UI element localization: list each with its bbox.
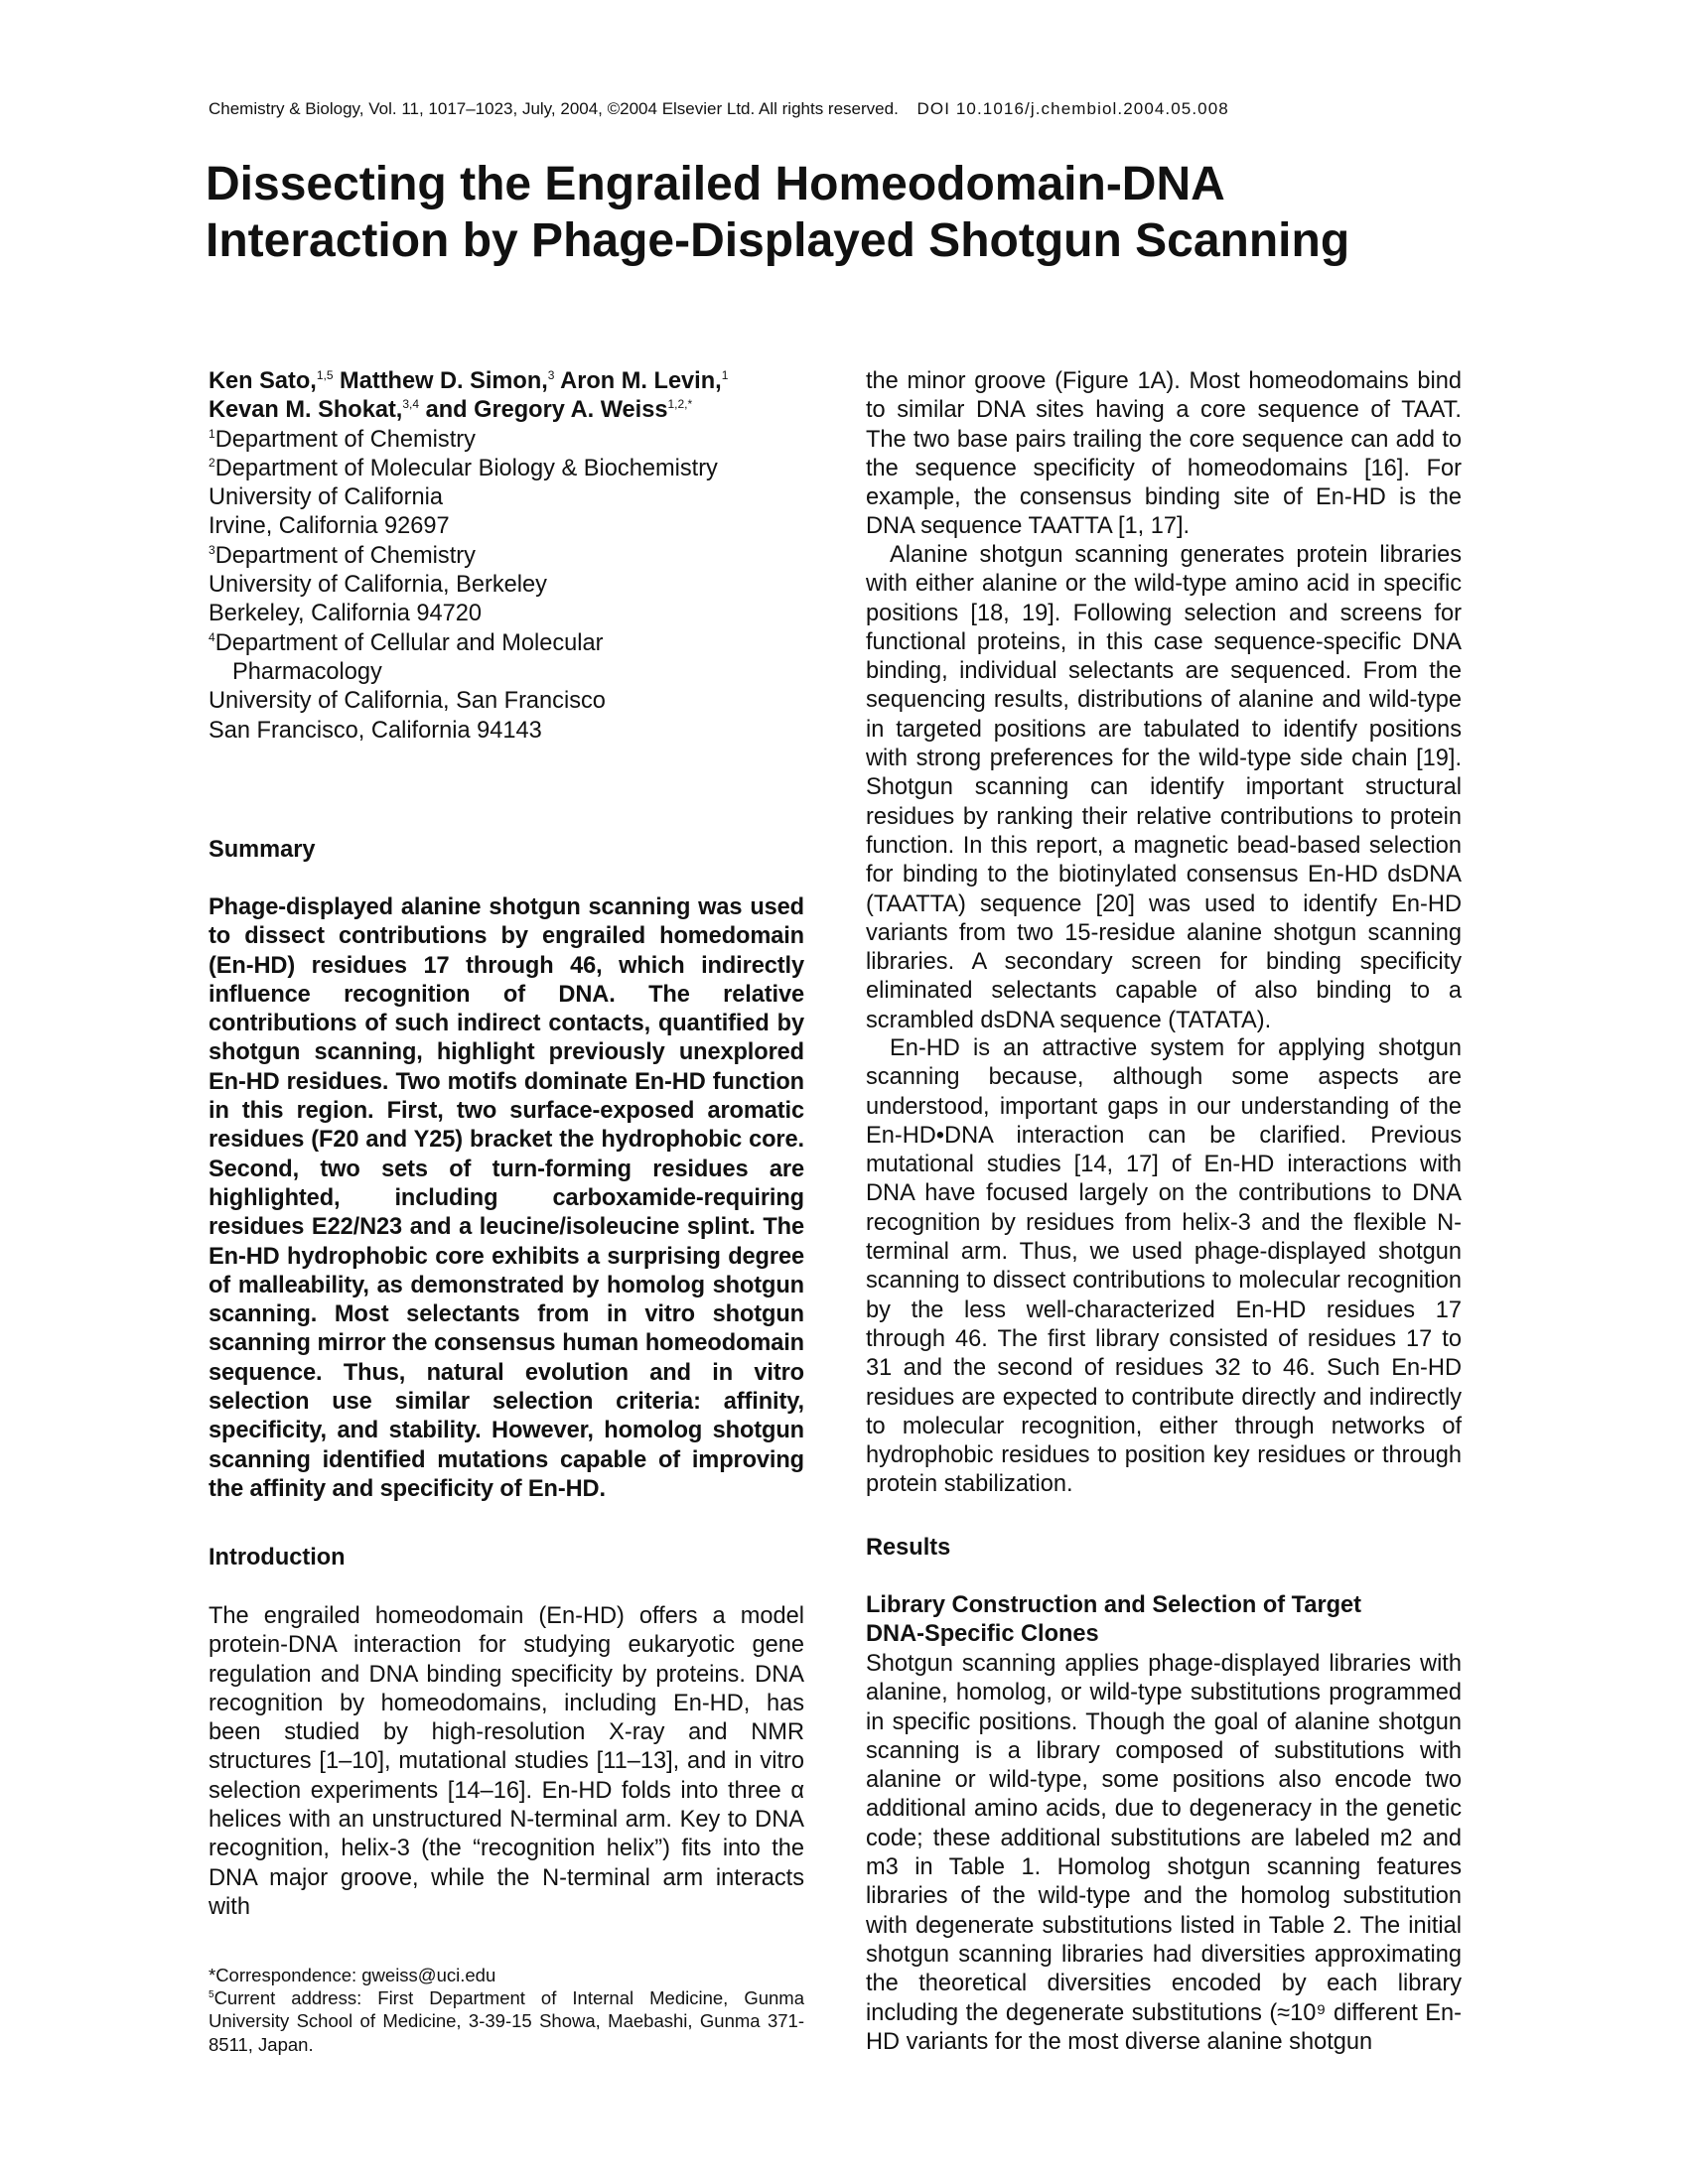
affiliation-line	[209, 629, 844, 658]
author-list	[209, 367, 844, 426]
results-paragraph: Shotgun scanning applies phage-displayed libraries with alanine, homolog, or wild-type substitutions programmed in specific positions. Though the goal of alanine shotgun scanning is a library composed of substitutions with alanine or wild-type, some positions also encode two additional amino acids, due to degeneracy in the genetic code; these additional substitutions are labeled m2 and m3 in Table 1. Homolog shotgun scanning features libraries of the wild-type and the homolog substitution with degenerate substitutions listed in Table 2. The initial shotgun scanning libraries had diversities approximating the theoretical diversities encoded by each library including the degenerate substitutions (≈10⁹ different En-HD variants for the most diverse alanine shotgun	[866, 1651, 1462, 2055]
author-affiliation-block	[209, 367, 844, 746]
affiliation-superscript: 4	[209, 629, 215, 644]
affiliation-text: Department of Molecular Biology & Biochemistry	[214, 455, 718, 481]
footnotes	[209, 1964, 804, 2056]
affiliation-superscript: 2	[209, 456, 215, 471]
summary-heading: Summary	[209, 837, 316, 863]
article-title	[206, 156, 1496, 269]
affiliation-line: Irvine, California 92697	[209, 513, 450, 540]
right-column-paragraph-3: En-HD is an attractive system for applying shotgun scanning because, although some aspects are understood, important gaps in our understanding of the En-HD•DNA interaction can be clarified. Previous mutational studies [14, 17] of En-HD interactions with DNA have focused largely on the contributions to DNA recognition by residues from helix-3 and the flexible N-terminal arm. Thus, we used phage-displayed shotgun scanning to dissect contributions to molecular recognition by the less well-characterized En-HD residues 17 through 46. The first library consisted of residues 17 to 31 and the second of residues 32 to 46. Such En-HD residues are expected to contribute directly and indirectly to molecular recognition, either through networks of hydrophobic residues to position key residues or through protein stabilization.	[866, 1035, 1462, 1498]
author-superscript: 1,5	[316, 368, 334, 383]
citation-line: Chemistry & Biology, Vol. 11, 1017–1023, July, 2004, ©2004 Elsevier Ltd. All rights reserved.	[209, 99, 899, 118]
journal-header	[209, 97, 1499, 121]
correspondence-footnote: *Correspondence: gweiss@uci.edu	[209, 1965, 496, 1985]
author-superscript: 3	[547, 368, 555, 383]
author-name: Matthew D. Simon,	[333, 368, 548, 394]
affiliation-line: Berkeley, California 94720	[209, 601, 482, 627]
affiliation-line: Pharmacology	[232, 658, 382, 685]
title-line-1: Dissecting the Engrailed Homeodomain-DNA	[206, 158, 1225, 210]
title-line-2: Interaction by Phage-Displayed Shotgun Scanning	[206, 214, 1350, 267]
affiliation-text: Department of Chemistry	[214, 542, 476, 569]
summary-abstract: Phage-displayed alanine shotgun scanning was used to dissect contributions by engrailed homedomain (En-HD) residues 17 through 46, which indirectly influence recognition of DNA. The relative contributions of such indirect contacts, quantified by shotgun scanning, highlight previously unexplored En-HD residues. Two motifs dominate En-HD function in this region. First, two surface-exposed aromatic residues (F20 and Y25) bracket the hydrophobic core. Second, two sets of turn-forming residues are highlighted, including carboxamide-requiring residues E22/N23 and a leucine/isoleucine splint. The En-HD hydrophobic core exhibits a surprising degree of malleability, as demonstrated by homolog shotgun scanning. Most selectants from in vitro shotgun scanning mirror the consensus human homeodomain sequence. Thus, natural evolution and in vitro selection use similar selection criteria: affinity, specificity, and stability. However, homolog shotgun scanning identified mutations capable of improving the affinity and specificity of En-HD.	[209, 894, 804, 1502]
affiliation-line: University of California	[209, 484, 444, 511]
affiliation-line	[209, 426, 844, 455]
affiliation-text: Department of Cellular and Molecular	[214, 629, 604, 656]
affiliation-line: University of California, San Francisco	[209, 688, 606, 715]
introduction-paragraph: The engrailed homeodomain (En-HD) offers a model protein-DNA interaction for studying eukaryotic gene regulation and DNA binding specificity by proteins. DNA recognition by homeodomains, including En-HD, has been studied by high-resolution X-ray and NMR structures [1–10], mutational studies [11–13], and in vitro selection experiments [14–16]. En-HD folds into three α helices with an unstructured N-terminal arm. Key to DNA recognition, helix-3 (the “recognition helix”) fits into the DNA major groove, while the N-terminal arm interacts with	[209, 1603, 804, 1920]
author-superscript: 1,2,*	[667, 397, 693, 412]
results-heading: Results	[866, 1535, 951, 1561]
address-footnote	[209, 1986, 804, 2056]
affiliation-superscript: 3	[209, 542, 215, 557]
affiliation-superscript: 1	[209, 426, 215, 441]
doi-text: DOI 10.1016/j.chembiol.2004.05.008	[916, 99, 1229, 118]
author-name: Aron M. Levin,	[554, 368, 722, 394]
author-name: and Gregory A. Weiss	[419, 397, 668, 424]
affiliation-text: Department of Chemistry	[214, 426, 476, 453]
affiliation-line: University of California, Berkeley	[209, 572, 547, 599]
author-superscript: 3,4	[402, 397, 420, 412]
results-subheading: Library Construction and Selection of Target DNA-Specific Clones	[866, 1592, 1362, 1648]
footnote-superscript: 5	[209, 1989, 214, 2001]
affiliation-line	[209, 455, 844, 483]
right-column-paragraph-1: the minor groove (Figure 1A). Most homeodomains bind to similar DNA sites having a core sequence of TAAT. The two base pairs trailing the core sequence can add to the sequence specificity of homeodomains [16]. For example, the consensus binding site of En-HD is the DNA sequence TAATTA [1, 17].	[866, 368, 1462, 540]
author-name: Kevan M. Shokat,	[209, 397, 403, 424]
introduction-heading: Introduction	[209, 1545, 346, 1570]
affiliation-line: San Francisco, California 94143	[209, 717, 542, 744]
footnote-text: Current address: First Department of Internal Medicine, Gunma University School of Medicine, 3-39-15 Showa, Maebashi, Gunma 371-8511, Japan.	[209, 1987, 804, 2055]
author-name: Ken Sato,	[209, 368, 317, 394]
affiliation-line	[209, 542, 844, 571]
author-superscript: 1	[721, 368, 729, 383]
right-column-paragraph-2: Alanine shotgun scanning generates protein libraries with either alanine or the wild-type amino acid in specific positions [18, 19]. Following selection and screens for functional proteins, in this case sequence-specific DNA binding, individual selectants are sequenced. From the sequencing results, distributions of alanine and wild-type in targeted positions are tabulated to identify positions with strong preferences for the wild-type side chain [19]. Shotgun scanning can identify important structural residues by ranking their relative contributions to protein function. In this report, a magnetic bead-based selection for binding to the biotinylated consensus En-HD dsDNA (TAATTA) sequence [20] was used to identify En-HD variants from two 15-residue alanine shotgun scanning libraries. A secondary screen for binding specificity eliminated selectants capable of also binding to a scrambled dsDNA sequence (TATATA).	[866, 542, 1462, 1033]
